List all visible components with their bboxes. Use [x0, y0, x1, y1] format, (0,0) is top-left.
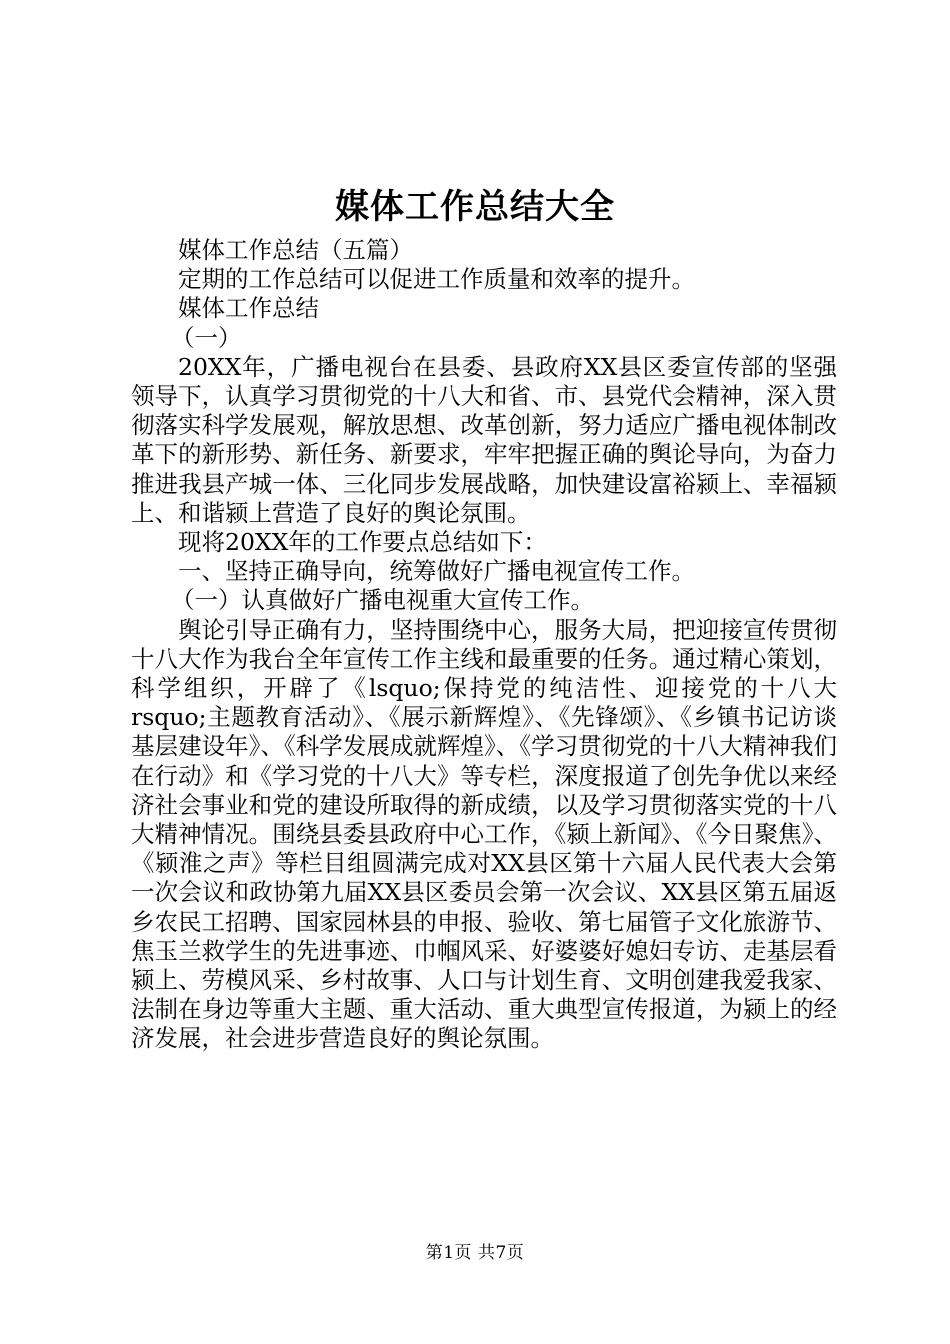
paragraph-section-one: 一、坚持正确导向，统筹做好广播电视宣传工作。 — [178, 557, 695, 586]
document-body — [131, 236, 837, 1054]
document-title: 媒体工作总结大全 — [335, 187, 615, 227]
paragraph-overview: 20XX年，广播电视台在县委、县政府XX县区委宣传部的坚强领导下，认真学习贯彻党的十八大和省、市、县党代会精神，深入贯彻落实科学发展观，解放思想、改革创新，努力适应广播电视体制改革下的新形势、新任务、新要求，牢牢把握正确的舆论导向，为奋力推进我县产城一体、三化同步发展战略，加快建设富裕颍上、幸福颍上、和谐颍上营造了良好的舆论氛围。 — [131, 352, 837, 527]
paragraph-details: 舆论引导正确有力，坚持围绕中心，服务大局，把迎接宣传贯彻十八大作为我台全年宣传工作主线和最重要的任务。通过精心策划，科学组织，开辟了《lsquo;保持党的纯洁性、迎接党的十八大rsquo;主题教育活动》、《展示新辉煌》、《先锋颂》、《乡镇书记访谈基层建设年》、《科学发展成就辉煌》、《学习贯彻党的十八大精神我们在行动》和《学习党的十八大》等专栏，深度报道了创先争优以来经济社会事业和党的建设所取得的新成绩，以及学习贯彻落实党的十八大精神情况。围绕县委县政府中心工作，《颍上新闻》、《今日聚焦》、《颍淮之声》等栏目组圆满完成对XX县区第十六届人民代表大会第一次会议和政协第九届XX县区委员会第一次会议、XX县区第五届返乡农民工招聘、国家园林县的申报、验收、第七届管子文化旅游节、焦玉兰救学生的先进事迹、巾帼风采、好婆婆好媳妇专访、走基层看颍上、劳模风采、乡村故事、人口与计划生育、文明创建我爱我家、法制在身边等重大主题、重大活动、重大典型宣传报道，为颍上的经济发展，社会进步营造良好的舆论氛围。 — [131, 615, 837, 1053]
page-number-footer: 第1页 共7页 — [425, 1243, 525, 1263]
paragraph-section-number: （一） — [171, 323, 242, 352]
paragraph-subsection-one: （一）认真做好广播电视重大宣传工作。 — [171, 586, 594, 615]
paragraph-intro: 定期的工作总结可以促进工作质量和效率的提升。 — [178, 265, 695, 294]
paragraph-summary-lead: 现将20XX年的工作要点总结如下： — [178, 528, 547, 557]
paragraph-heading: 媒体工作总结 — [178, 294, 319, 323]
paragraph-subtitle: 媒体工作总结（五篇） — [178, 236, 413, 264]
